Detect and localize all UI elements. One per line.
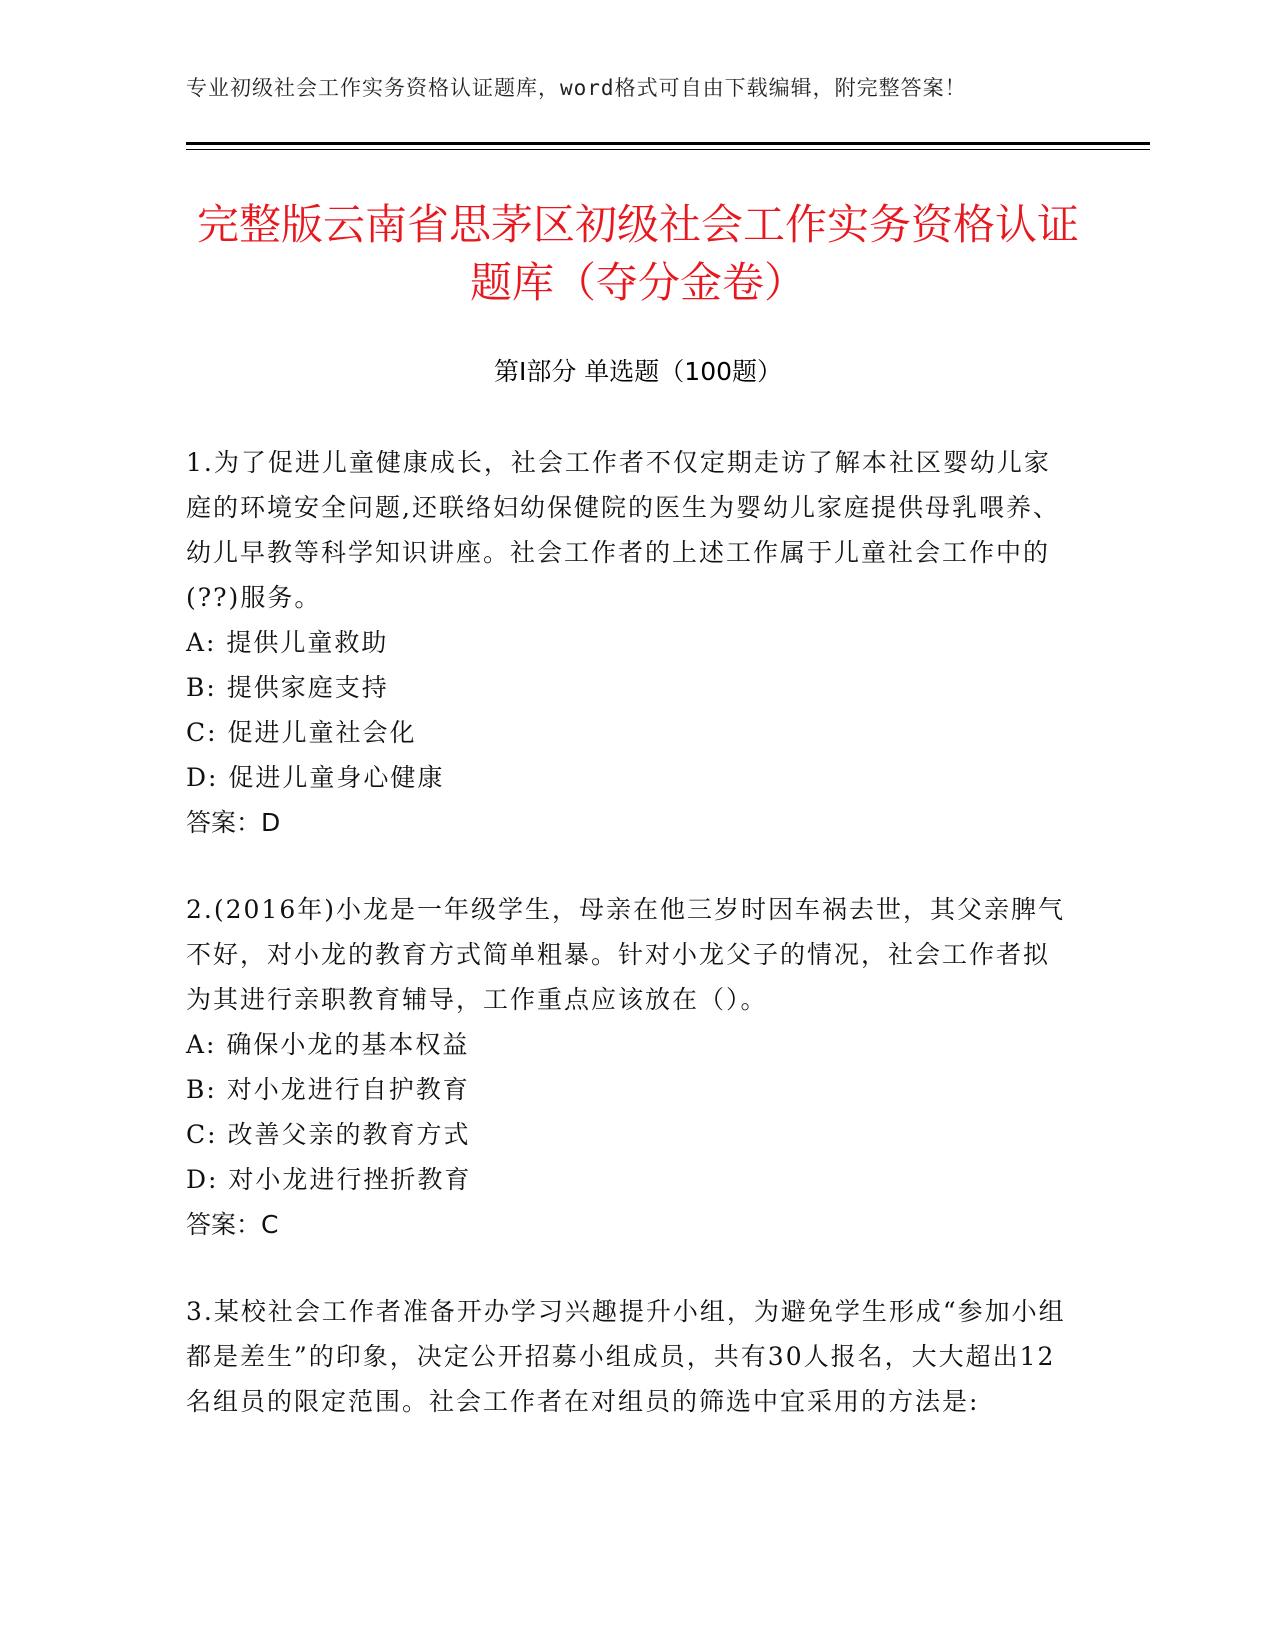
option-a: A: 确保小龙的基本权益: [186, 1030, 470, 1059]
question-stem: 3.某校社会工作者准备开办学习兴趣提升小组，为避免学生形成“参加小组都是差生”的印象，决定公开招募小组成员，共有30人报名，大大超出12名组员的限定范围。社会工作者在对组员的筛选中宜采用的方法是:: [186, 1297, 1066, 1416]
question-stem: 2.(2016年)小龙是一年级学生，母亲在他三岁时因车祸去世，其父亲脾气不好，对小龙的教育方式简单粗暴。针对小龙父子的情况，社会工作者拟为其进行亲职教育辅导，工作重点应该放在（）。: [186, 895, 1065, 1014]
header-rule-thick: [186, 142, 1150, 145]
option-c: C: 改善父亲的教育方式: [186, 1120, 471, 1149]
section-title: 第Ⅰ部分 单选题（100题）: [493, 357, 783, 386]
option-a: A: 提供儿童救助: [186, 628, 389, 657]
answer: 答案：C: [186, 1210, 279, 1239]
question-3: [186, 1289, 1066, 1424]
option-c: C: 促进儿童社会化: [186, 718, 417, 747]
option-d: D: 对小龙进行挫折教育: [186, 1165, 472, 1194]
question-1: [186, 440, 1066, 845]
option-b: B: 提供家庭支持: [186, 673, 389, 702]
question-stem: 1.为了促进儿童健康成长，社会工作者不仅定期走访了解本社区婴幼儿家庭的环境安全问题,还联络妇幼保健院的医生为婴幼儿家庭提供母乳喂养、幼儿早教等科学知识讲座。社会工作者的上述工作属于儿童社会工作中的(??)服务。: [186, 448, 1060, 612]
answer: 答案：D: [186, 808, 281, 837]
header-rule-thin: [186, 149, 1150, 150]
page-header: 专业初级社会工作实务资格认证题库，word格式可自由下载编辑，附完整答案！: [186, 76, 967, 100]
question-2: [186, 887, 1066, 1247]
option-b: B: 对小龙进行自护教育: [186, 1075, 470, 1104]
document-title: 完整版云南省思茅区初级社会工作实务资格认证题库（夺分金卷）: [196, 200, 1079, 307]
question-list: [186, 440, 1066, 1466]
option-d: D: 促进儿童身心健康: [186, 763, 445, 792]
